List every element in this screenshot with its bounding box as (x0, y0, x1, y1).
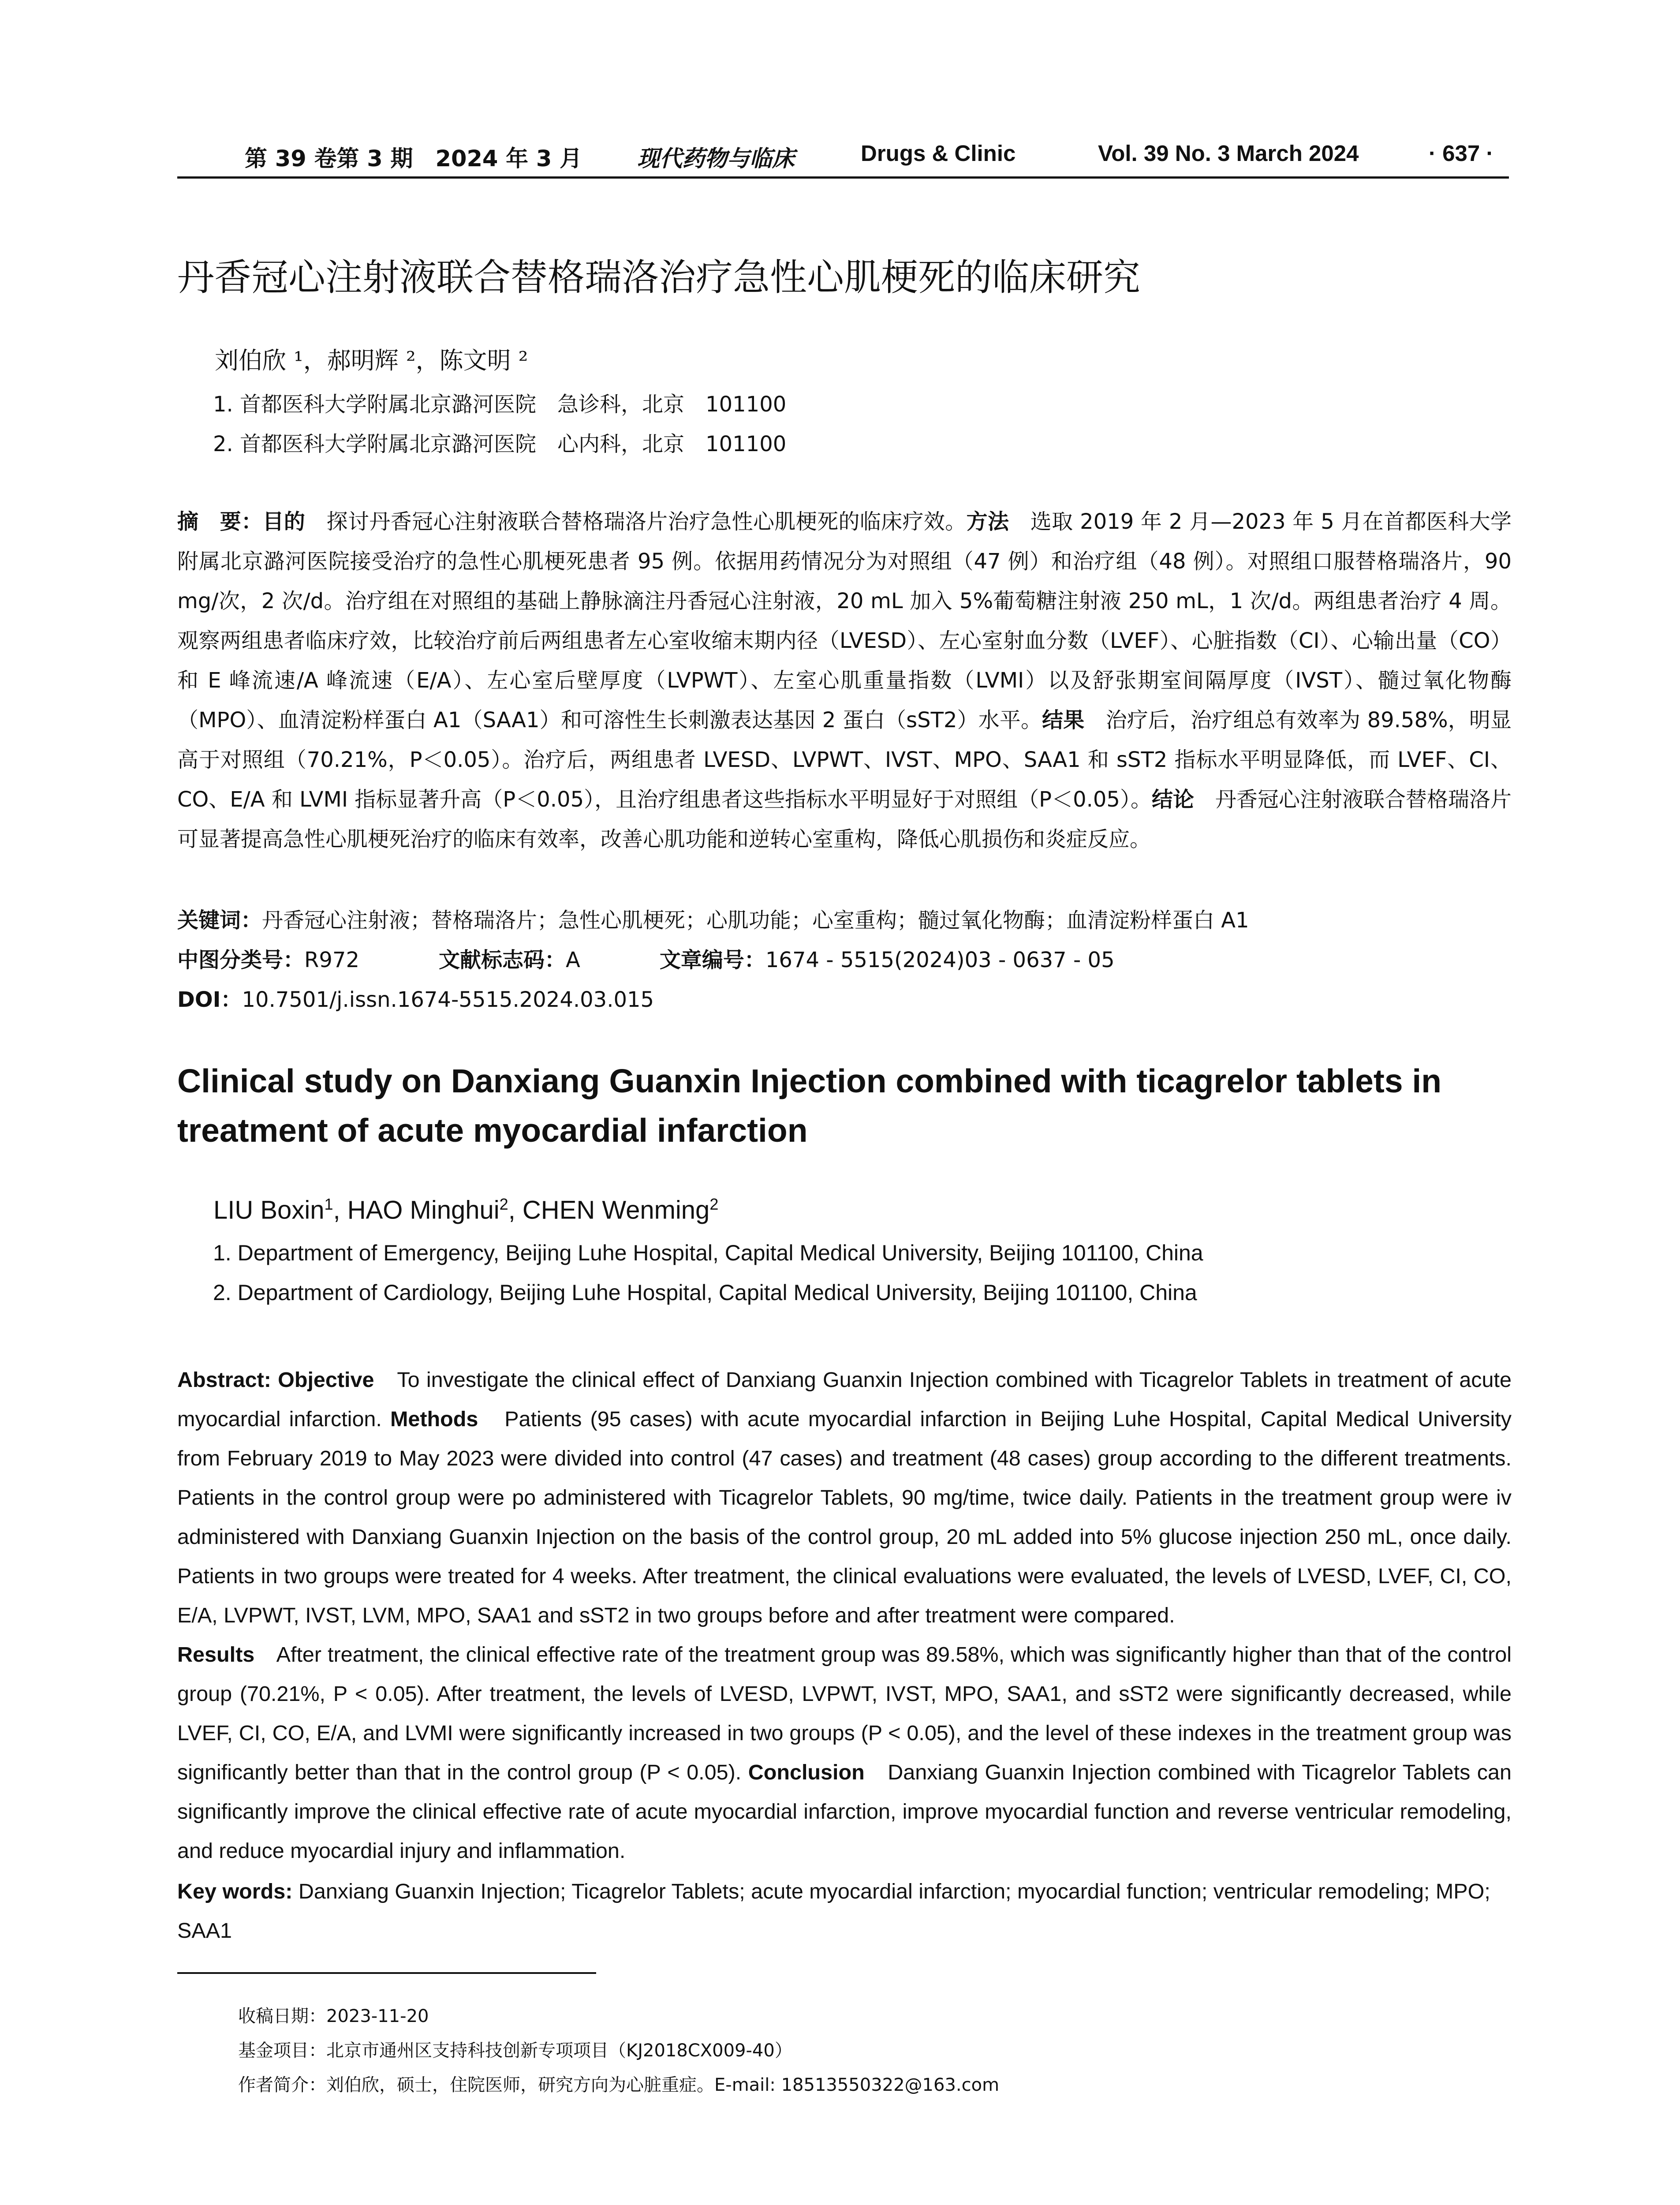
author-en-3: CHEN Wenming (522, 1196, 710, 1225)
clc-label: 中图分类号： (177, 948, 305, 972)
keywords-en (177, 1872, 1512, 1951)
affiliation-en-2: 2. Department of Cardiology, Beijing Luhe Hospital, Capital Medical University, Beijing 101100, China (213, 1280, 1197, 1305)
author-en-2-affil: 2 (499, 1195, 508, 1213)
doi-link[interactable]: 10.7501/j.issn.1674-5515.2024.03.015 (242, 987, 654, 1012)
abstract-en-label: Abstract: (177, 1368, 271, 1392)
keywords-cn-label: 关键词： (177, 908, 262, 933)
doi-label: DOI： (177, 987, 242, 1012)
abstract-cn-objective-label: 目的 (262, 509, 306, 534)
abstract-en-objective: To investigate the clinical effect of Danxiang Guanxin Injection combined with Ticagrelor Tablets in treatment of acute myocardial infarction. (177, 1368, 1512, 1431)
received-date: 2023-11-20 (326, 2006, 429, 2026)
abstract-cn-methods: 选取 2019 年 2 月—2023 年 5 月在首都医科大学附属北京潞河医院接受治疗的急性心肌梗死患者 95 例。依据用药情况分为对照组（47 例）和治疗组（48 例）。对照组口服替格瑞洛片，90 mg/次，2 次/d。治疗组在对照组的基础上静脉滴注丹香冠心注射液，20 mL 加入 5%葡萄糖注射液 250 mL，1 次/d。两组患者治疗 4 周。观察两组患者临床疗效，比较治疗前后两组患者左心室收缩末期内径（LVESD）、左心室射血分数（LVEF）、心脏指数（CI）、心输出量（CO）和 E 峰流速/A 峰流速（E/A）、左心室后壁厚度（LVPWT）、左室心肌重量指数（LVMI）以及舒张期室间隔厚度（IVST）、髓过氧化物酶（MPO）、血清淀粉样蛋白 A1（SAA1）和可溶性生长刺激表达基因 2 蛋白（sST2）水平。 (177, 509, 1512, 733)
abstract-en-conclusion-label: Conclusion (748, 1760, 865, 1784)
header-page-number: · 637 · (1429, 141, 1494, 166)
header-issue: 第 39 卷第 3 期 2024 年 3 月 (245, 146, 582, 172)
keywords-cn-text: 丹香冠心注射液；替格瑞洛片；急性心肌梗死；心肌功能；心室重构；髓过氧化物酶；血清淀粉样蛋白 A1 (262, 908, 1249, 933)
abstract-en-objective-label: Objective (278, 1368, 374, 1392)
keywords-en-text: Danxiang Guanxin Injection; Ticagrelor Tablets; acute myocardial infarction; myocardial function; ventricular remodeling; MPO; SAA1 (177, 1880, 1490, 1943)
footnote-rule (177, 1972, 596, 1974)
keywords-cn (177, 903, 1249, 934)
author-en-2: HAO Minghui (347, 1196, 500, 1225)
abstract-en-conclusion: Danxiang Guanxin Injection combined with Ticagrelor Tablets can significantly improve the clinical effective rate of acute myocardial infarction, improve myocardial function and reverse ventricular remodeling, and reduce myocardial injury and inflammation. (177, 1760, 1512, 1863)
abstract-en-results-label: Results (177, 1643, 255, 1667)
abstract-en (177, 1360, 1512, 1871)
abstract-cn-results: 治疗后，治疗组总有效率为 89.58%，明显高于对照组（70.21%，P＜0.05）。治疗后，两组患者 LVESD、LVPWT、IVST、MPO、SAA1 和 sST2 指标水平明显降低，而 LVEF、CI、CO、E/A 和 LVMI 指标显著升高（P＜0.05），且治疗组患者这些指标水平明显好于对照组（P＜0.05）。 (177, 708, 1512, 812)
author-en-1-affil: 1 (324, 1195, 333, 1213)
author-en-1: LIU Boxin (213, 1196, 325, 1225)
abstract-cn-objective: 探讨丹香冠心注射液联合替格瑞洛片治疗急性心肌梗死的临床疗效。 (305, 509, 967, 534)
authors-cn: 刘伯欣 ¹，郝明辉 ²，陈文明 ² (215, 347, 528, 374)
doc-code-value: A (566, 948, 580, 972)
article-no-value: 1674 - 5515(2024)03 - 0637 - 05 (765, 948, 1115, 972)
abstract-cn-conclusion-label: 结论 (1151, 787, 1194, 812)
header-volume: Vol. 39 No. 3 March 2024 (1098, 141, 1359, 166)
doc-code-label: 文献标志码： (438, 948, 566, 972)
abstract-cn (177, 502, 1512, 859)
keywords-en-label: Key words: (177, 1880, 293, 1903)
header-rule (177, 176, 1509, 179)
clc-value: R972 (304, 948, 359, 972)
footnote-fund (238, 2037, 792, 2062)
doi-row (177, 983, 654, 1013)
author-bio-text: 刘伯欣，硕士，住院医师，研究方向为心脏重症。E-mail: 18513550322@163.com (326, 2075, 1000, 2095)
abstract-cn-results-label: 结果 (1042, 708, 1085, 733)
affiliation-en-1: 1. Department of Emergency, Beijing Luhe Hospital, Capital Medical University, Beijing 101100, China (213, 1241, 1203, 1265)
author-bio-label: 作者简介： (238, 2075, 326, 2095)
received-label: 收稿日期： (238, 2006, 326, 2026)
abstract-cn-conclusion: 丹香冠心注射液联合替格瑞洛片可显著提高急性心肌梗死治疗的临床有效率，改善心肌功能和逆转心室重构，降低心肌损伤和炎症反应。 (177, 787, 1512, 852)
classification-row (177, 943, 1115, 973)
author-en-3-affil: 2 (709, 1195, 719, 1213)
header-journal-en: Drugs & Clinic (861, 141, 1016, 166)
affiliation-cn-1: 1. 首都医科大学附属北京潞河医院 急诊科，北京 101100 (213, 392, 787, 417)
authors-en: LIU Boxin$^1$, HAO Minghui$^2$, CHEN Wenming$^2$ (213, 1195, 719, 1225)
fund-label: 基金项目： (238, 2041, 326, 2061)
abstract-en-methods: Patients (95 cases) with acute myocardial infarction in Beijing Luhe Hospital, Capital Medical University from February 2019 to May 2023 were divided into control (47 cases) and treatment (48 cases) group according to the different treatments. Patients in the control group were po administered with Ticagrelor Tablets, 90 mg/time, twice daily. Patients in the treatment group were iv administered with Danxiang Guanxin Injection on the basis of the control group, 20 mL added into 5% glucose injection 250 mL, once daily. Patients in two groups were treated for 4 weeks. After treatment, the clinical evaluations were evaluated, the levels of LVESD, LVEF, CI, CO, E/A, LVPWT, IVST, LVM, MPO, SAA1 and sST2 in two groups before and after treatment were compared. (177, 1407, 1512, 1627)
header-journal-cn: 现代药物与临床 (637, 146, 795, 172)
article-no-label: 文章编号： (659, 948, 765, 972)
abstract-en-methods-label: Methods (390, 1407, 478, 1431)
footnote-received (238, 2002, 429, 2027)
title-cn: 丹香冠心注射液联合替格瑞洛治疗急性心肌梗死的临床研究 (177, 256, 1141, 299)
fund-text: 北京市通州区支持科技创新专项项目（KJ2018CX009-40） (326, 2041, 792, 2061)
title-en: Clinical study on Danxiang Guanxin Injection combined with ticagrelor tablets in treatment of acute myocardial infarction (177, 1062, 1442, 1149)
abstract-cn-methods-label: 方法 (966, 509, 1009, 534)
affiliation-cn-2: 2. 首都医科大学附属北京潞河医院 心内科，北京 101100 (213, 432, 787, 456)
abstract-en-results: After treatment, the clinical effective rate of the treatment group was 89.58%, which was significantly higher than that of the control group (70.21%, P < 0.05). After treatment, the levels of LVESD, LVPWT, IVST, MPO, SAA1, and sST2 were significantly decreased, while LVEF, CI, CO, E/A, and LVMI were significantly increased in two groups (P < 0.05), and the level of these indexes in the treatment group was significantly better than that in the control group (P < 0.05). (177, 1643, 1512, 1784)
footnote-author (238, 2071, 999, 2096)
abstract-cn-label: 摘 要： (177, 509, 263, 534)
